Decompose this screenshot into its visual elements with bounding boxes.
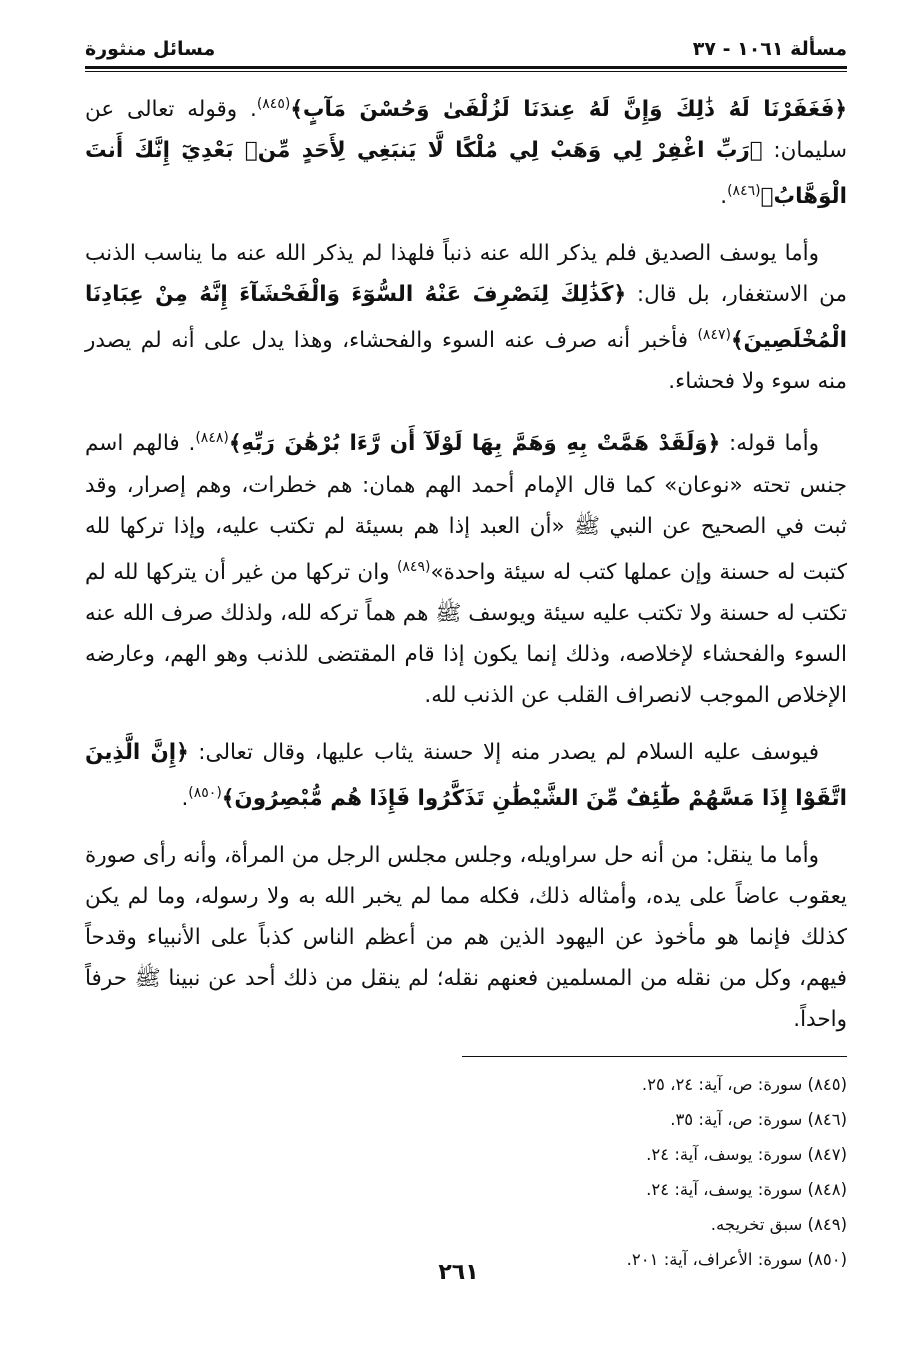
quran-verse: ﴿فَغَفَرْنَا لَهُ ذَٰلِكَ وَإِنَّ لَهُ عِندَنَا لَزُلْفَىٰ وَحُسْنَ مَآبٍ﴾ [290,97,847,123]
header-section-title: مسائل منثورة [85,38,216,60]
paragraph [85,84,847,217]
page-number: ٢٦١ [438,1260,479,1285]
text-segment: . وقوله تعالى عن سليمان: [85,97,847,164]
paragraph [85,732,847,819]
paragraph [85,233,847,402]
header-rule-thick [85,66,847,69]
paragraph [85,835,847,1040]
footnote: (٨٤٧) سورة: يوسف، آية: ٢٤. [646,1144,847,1164]
quran-verse: ﴿وَلَقَدْ هَمَّتْ بِهِ وَهَمَّ بِهَا لَوْلَآ أَن رَّءَا بُرْهَٰنَ رَبِّهِ﴾ [228,431,721,457]
header-issue-number: مسألة ١٠٦١ - ٣٧ [692,38,847,60]
text-segment: وأما ما ينقل: من أنه حل سراويله، وجلس مجلس الرجل من المرأة، وأنه رأى صورة يعقوب عاضاً على يده، وأمثاله ذلك، فكله مما لم يخبر الله به ولا رسوله، وما لم يكن كذلك فإنما هو مأخوذ عن اليهود الذين هم من أعظم الناس كذباً على الأنبياء وقدحاً فيهم، وكل من نقله من المسلمين فعنهم نقله؛ لم ينقل من ذلك أحد عن نبينا ﷺ حرفاً واحداً. [85,842,847,1032]
footnote: (٨٤٩) سبق تخريجه. [710,1214,847,1234]
text-segment: وان تركها من غير أن يتركها لله لم تكتب له حسنة ولا تكتب عليه سيئة ويوسف ﷺ هم هماً تركه لله، ولذلك صرف الله عنه السوء والفحشاء لإخلاصه، وذلك إنما يكون إذا قام المقتضى للذنب وهو الهم، وعارضه الإخلاص الموجب لانصراف القلب عن الذنب لله. [85,559,847,708]
footnote-reference: (٨٤٨) [195,430,229,447]
running-header [85,28,847,60]
text-segment: فيوسف عليه السلام لم يصدر منه إلا حسنة يثاب عليها، وقال تعالى: [188,739,819,765]
footnote: (٨٥٠) سورة: الأعراف، آية: ٢٠١. [626,1249,847,1269]
quran-verse: ﴿رَبِّ اغْفِرْ لِي وَهَبْ لِي مُلْكًا لَّا يَنبَغِي لِأَحَدٍ مِّنۢ بَعْدِيٓ إِنَّكَ أَنتَ الْوَهَّابُ﴾ [85,138,847,210]
header-rule-thin [85,71,847,72]
footnote: (٨٤٦) سورة: ص، آية: ٣٥. [670,1109,847,1129]
text-segment: . [181,785,189,811]
text-segment: فأخبر أنه صرف عنه السوء والفحشاء، وهذا يدل على أنه لم يصدر منه سوء ولا فحشاء. [85,328,847,395]
footnote-reference: (٨٥٠) [188,784,222,801]
quran-verse: ﴿إِنَّ الَّذِينَ اتَّقَوْا إِذَا مَسَّهُمْ طَٰٓئِفٌ مِّنَ الشَّيْطَٰنِ تَذَكَّرُوا فَإِذَا هُم مُّبْصِرُونَ﴾ [85,739,847,811]
footnotes [85,1067,847,1277]
quran-verse: ﴿كَذَٰلِكَ لِنَصْرِفَ عَنْهُ السُّوٓءَ وَالْفَحْشَآءَ إِنَّهُ مِنْ عِبَادِنَا الْمُخْلَصِينَ﴾ [85,282,847,354]
text-segment: وأما قوله: [720,431,819,457]
paragraph [85,418,847,715]
footnote-reference: (٨٤٦) [727,183,761,200]
footnote-separator [462,1056,847,1057]
footnote-reference: (٨٤٩) [396,558,431,575]
text-segment: وأما يوسف الصديق فلم يذكر الله عنه ذنباً فلهذا لم يذكر الله عنه ما يناسب الذنب من الاستغفار، بل قال: [85,241,847,308]
main-text [85,84,847,1040]
footnote: (٨٤٨) سورة: يوسف، آية: ٢٤. [646,1179,847,1199]
footnote-reference: (٨٤٥) [256,96,291,112]
text-segment: . فالهم اسم جنس تحته «نوعان» كما قال الإمام أحمد الهم همان: هم خطرات، وهم إصرار، وقد ثبت في الصحيح عن النبي ﷺ «أن العبد إذا هم بسيئة لم تكتب عليه، وإذا تركها لله كتبت له حسنة وإن عملها كتب له سيئة واحدة» [85,431,848,585]
text-segment: . [720,184,728,210]
footnote: (٨٤٥) سورة: ص، آية: ٢٤، ٢٥. [641,1074,847,1094]
footnote-reference: (٨٤٧) [697,327,731,344]
